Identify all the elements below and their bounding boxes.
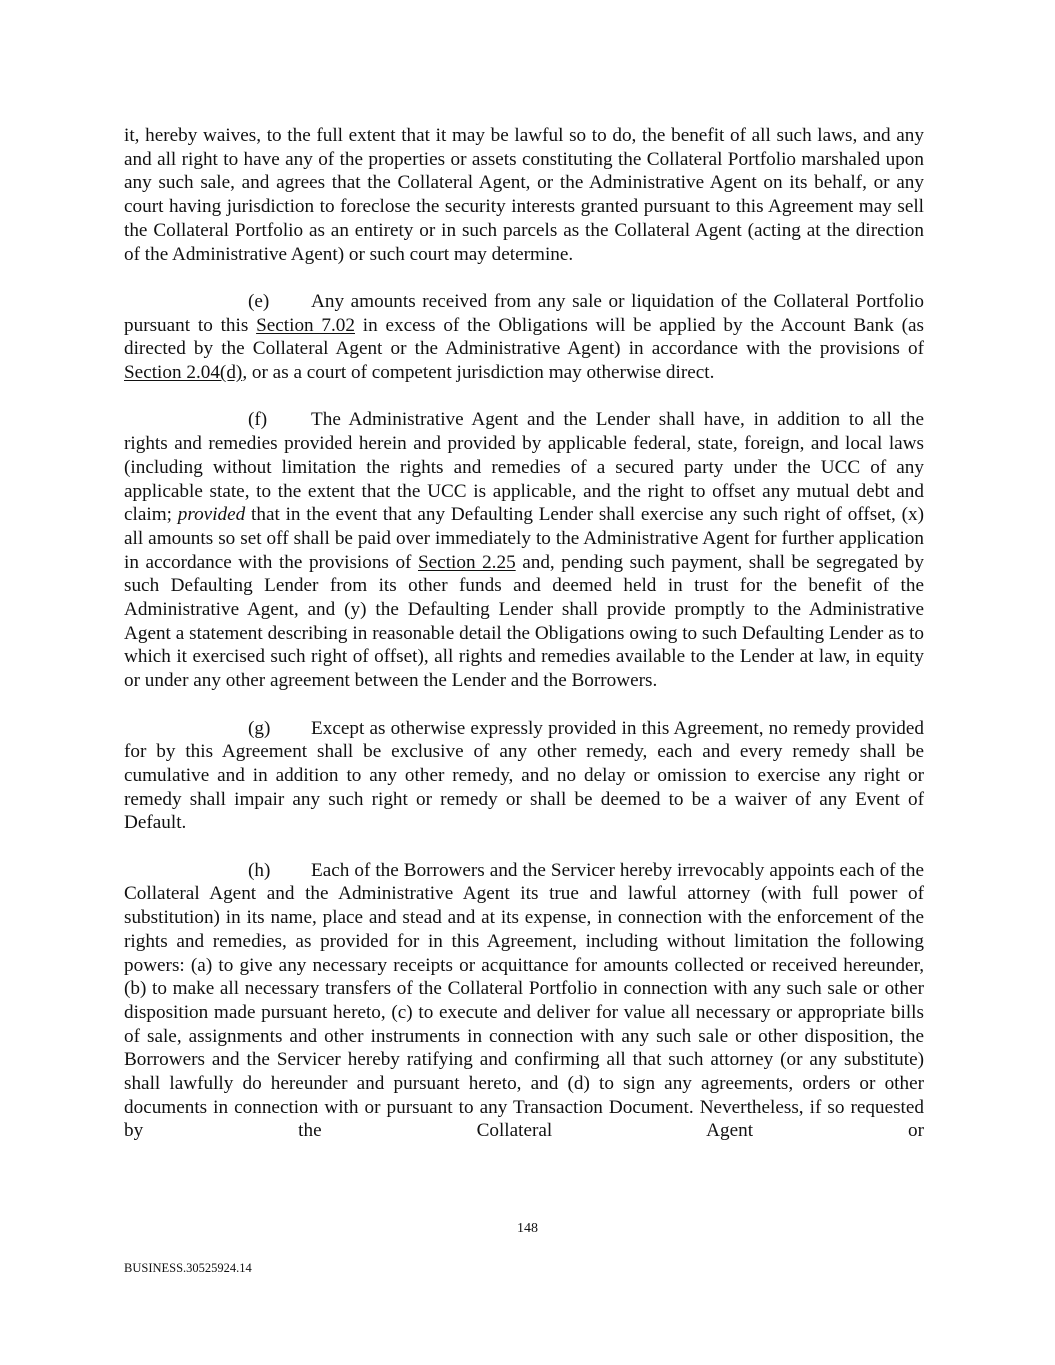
section-reference-link: Section 7.02	[256, 314, 355, 336]
paragraph-h: (h) Each of the Borrowers and the Servicer hereby irrevocably appoints each of the Collateral Agent and the Administrative Agent its true and lawful attorney (with full power of substitution) in its name, place and stead and at its expense, in connection with the enforcement of the rights and remedies, as provided for in this Agreement, including without limitation the following powers: (a) to give any necessary receipts or acquittance for amounts collected or received hereunder, (b) to make all necessary transfers of the Collateral Portfolio in connection with any such sale or other disposition made pursuant hereto, (c) to execute and deliver for value all necessary or appropriate bills of sale, assignments and other instruments in connection with any such sale or other disposition, the Borrowers and the Servicer hereby ratifying and confirming all that such attorney (or any substitute) shall lawfully do hereunder and pursuant hereto, and (d) to sign any agreements, orders or other documents in connection with or pursuant to any Transaction Document. Nevertheless, if so requested by the Collateral Agent or	[124, 859, 924, 1142]
section-reference-link: Section 2.04(d)	[124, 362, 243, 384]
page-number: 148	[517, 1221, 538, 1236]
paragraph-e: (e) Any amounts received from any sale or liquidation of the Collateral Portfolio pursuant to this Section 7.02 in excess of the Obligations will be applied by the Account Bank (as directed by the Collateral Agent or the Administrative Agent) in accordance with the provisions of Section 2.04(d), or as a court of competent jurisdiction may otherwise direct.	[124, 290, 924, 384]
paragraph-label: (e)	[248, 290, 270, 312]
paragraph-label: (h)	[248, 859, 271, 881]
document-id: BUSINESS.30525924.14	[124, 1261, 252, 1275]
paragraph-g: (g) Except as otherwise expressly provided in this Agreement, no remedy provided for by this Agreement shall be exclusive of any other remedy, each and every remedy shall be cumulative and in addition to any other remedy, and no delay or omission to exercise any right or remedy shall impair any such right or remedy or shall be deemed to be a waiver of any Event of Default.	[124, 717, 924, 834]
paragraph-label: (g)	[248, 717, 271, 739]
paragraph-label: (f)	[248, 409, 268, 431]
continuation-paragraph: it, hereby waives, to the full extent that it may be lawful so to do, the benefit of all such laws, and any and all right to have any of the properties or assets constituting the Collateral Portfolio marshaled upon any such sale, and agrees that the Collateral Agent, or the Administrative Agent on its behalf, or any court having jurisdiction to foreclose the security interests granted pursuant to this Agreement may sell the Collateral Portfolio as an entirety or in such parcels as the Collateral Agent (acting at the direction of the Administrative Agent) or such court may determine.	[124, 125, 924, 265]
paragraph-f: (f) The Administrative Agent and the Lender shall have, in addition to all the rights and remedies provided herein and provided by applicable federal, state, foreign, and local laws (including without limitation the rights and remedies of a secured party under the UCC of any applicable state, to the extent that the UCC is applicable, and the right to offset any mutual debt and claim; provided that in the event that any Defaulting Lender shall exercise any such right of offset, (x) all amounts so set off shall be paid over immediately to the Administrative Agent for further application in accordance with the provisions of Section 2.25 and, pending such payment, shall be segregated by such Defaulting Lender from its other funds and deemed held in trust for the benefit of the Administrative Agent, and (y) the Defaulting Lender shall provide promptly to the Administrative Agent a statement describing in reasonable detail the Obligations owing to such Defaulting Lender as to which it exercised such right of offset), all rights and remedies available to the Lender at law, in equity or under any other agreement between the Lender and the Borrowers.	[124, 409, 924, 692]
italic-term: provided	[177, 504, 246, 526]
section-reference-link: Section 2.25	[417, 551, 516, 573]
document-page	[124, 124, 924, 1167]
